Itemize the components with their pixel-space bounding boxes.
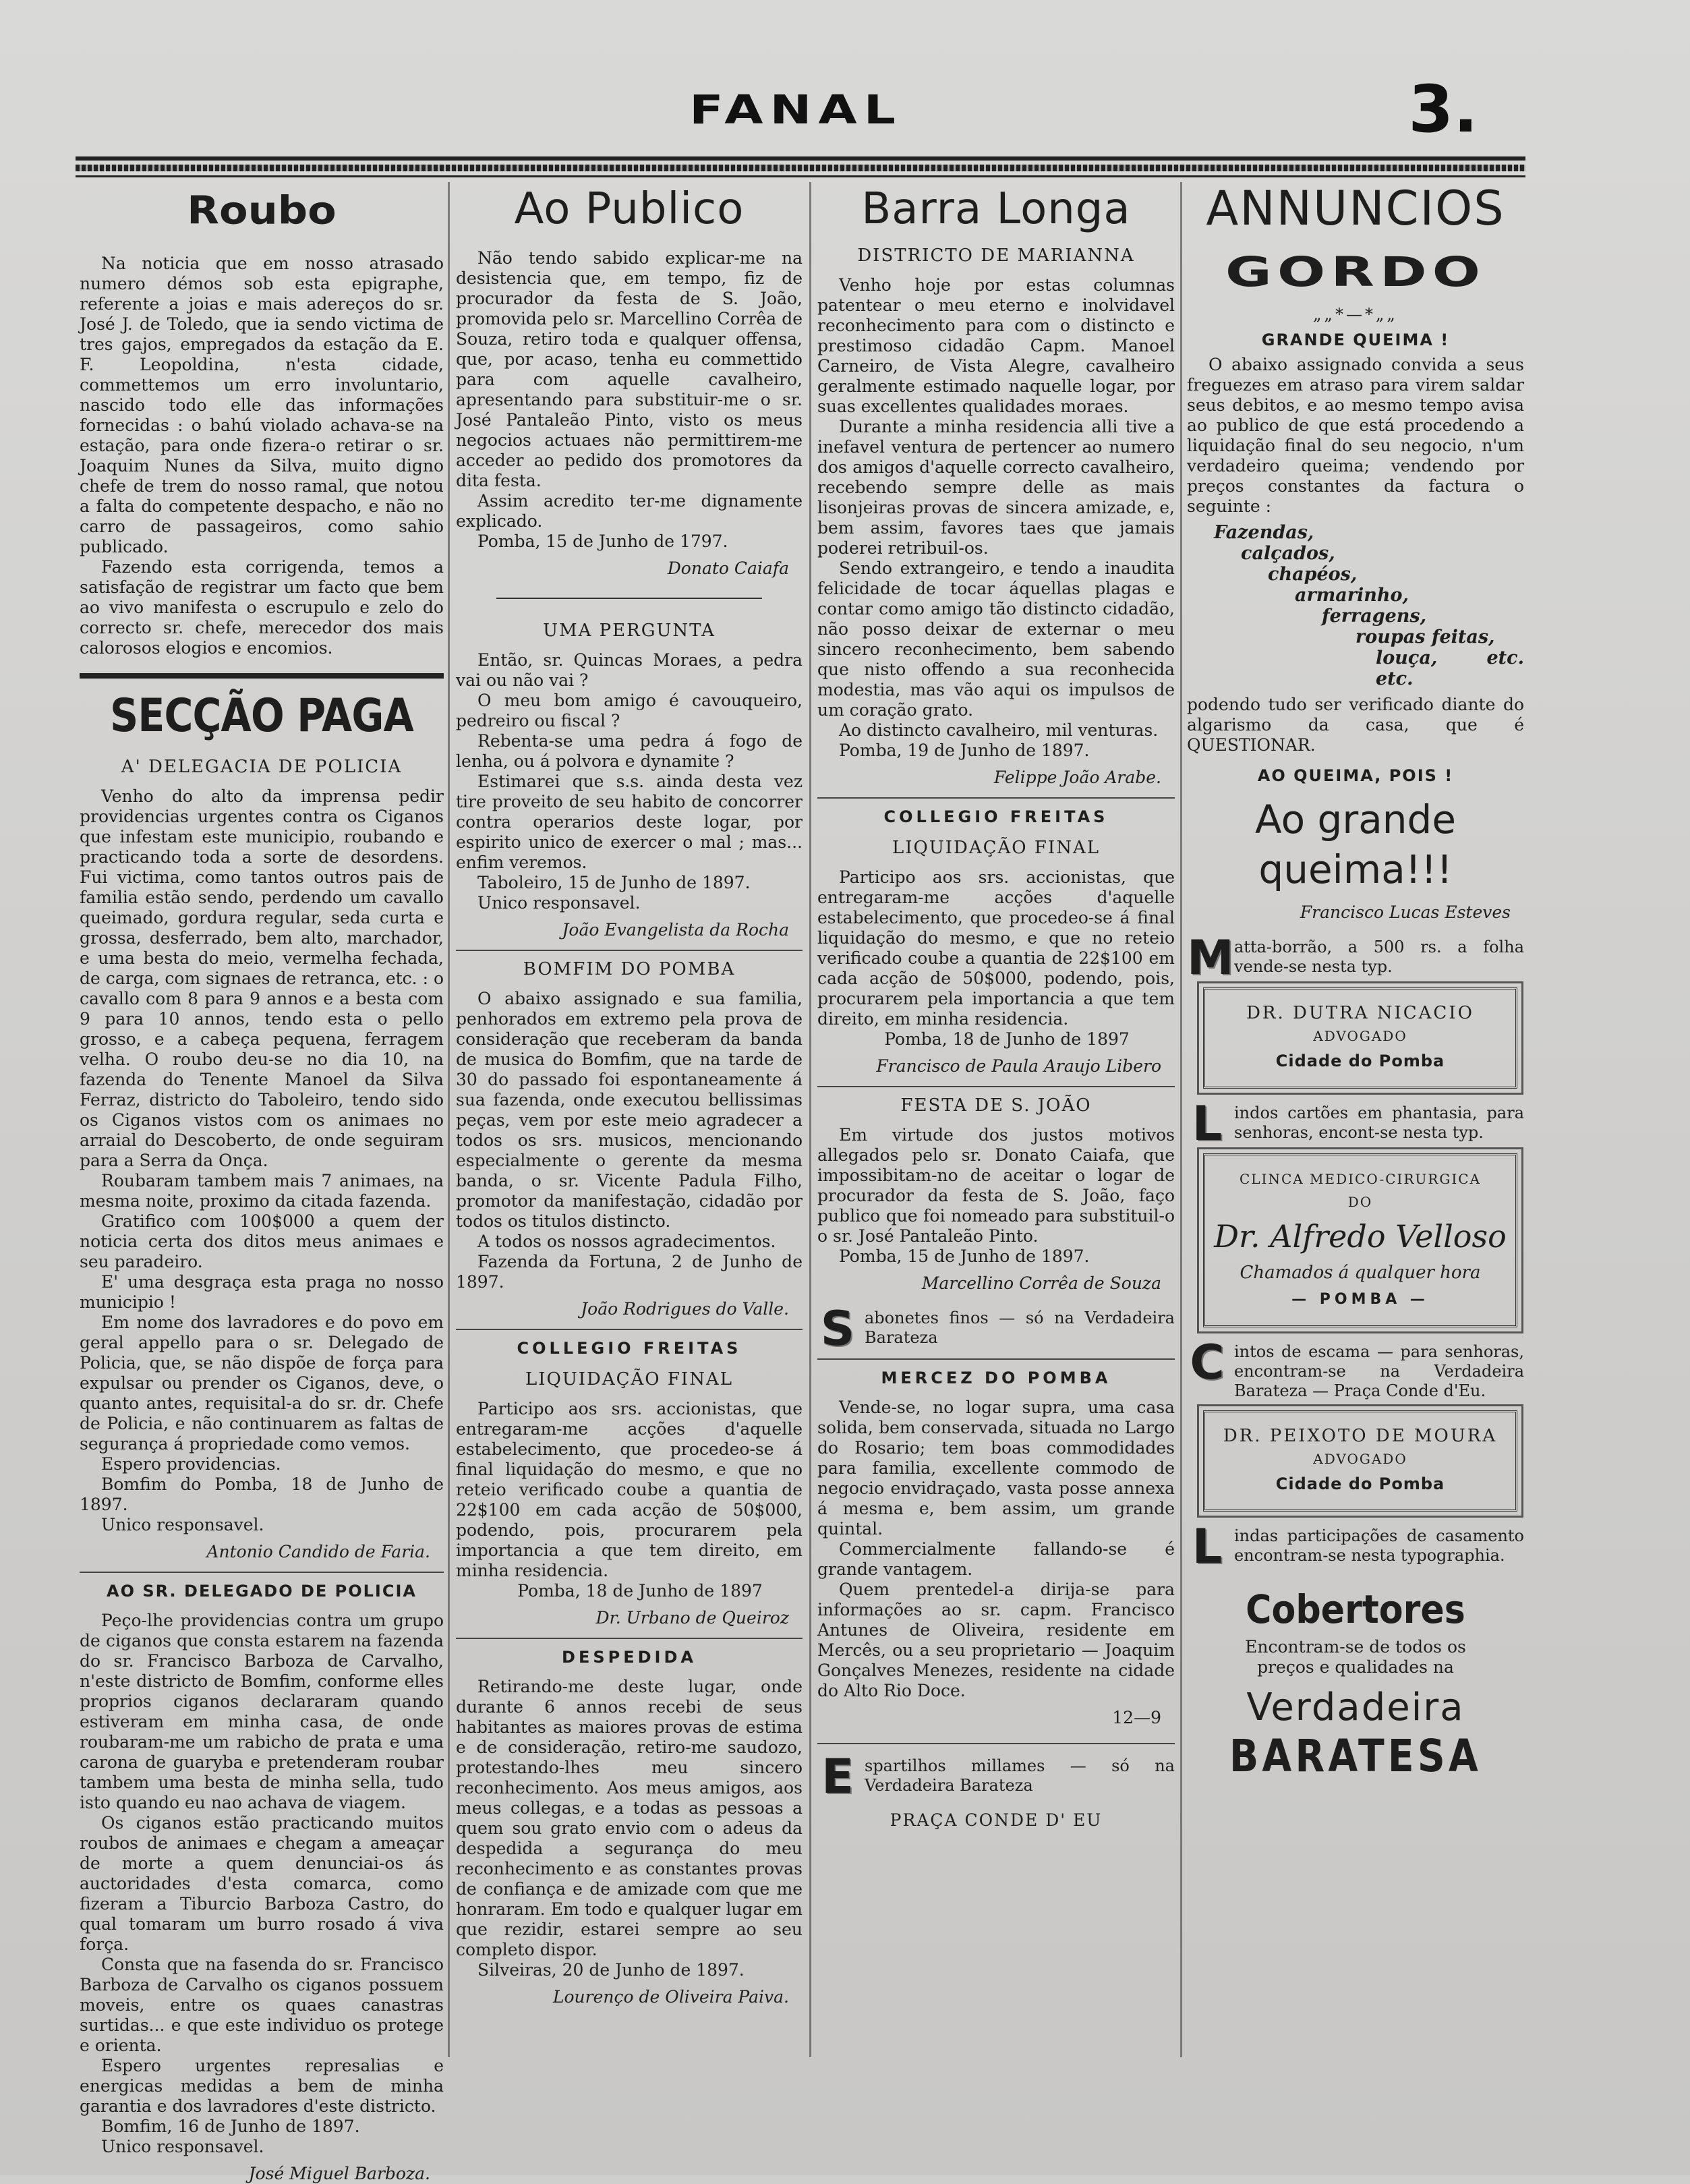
subhead-marianna: DISTRICTO DE MARIANNA — [857, 246, 1135, 266]
subhead-liquidacao: LIQUIDAÇÃO FINAL — [892, 838, 1100, 858]
article-paragraph: Sendo extrangeiro, e tendo a inaudita felicidade de tocar áquellas plagas e contar como amigo tão distincto cidadão, não posso deixar de externar o meu sincero reconhecimento, bem sabendo que nisto offendo a sua reconhecida modestia, mas vão aqui os impulsos de um coração grato. — [817, 558, 1175, 720]
masthead-rule-bottom — [76, 175, 1525, 177]
column-divider — [809, 182, 811, 2057]
article-signature: Felippe João Arabe. — [993, 768, 1161, 787]
goods-item: Fazendas, — [1214, 522, 1314, 543]
goods-item: ferragens, — [1322, 606, 1427, 627]
article-signature: João Evangelista da Rocha — [562, 920, 789, 940]
article-signature: Francisco de Paula Araujo Libero — [876, 1056, 1161, 1076]
ad-text: abonetes finos — só na Verdadeira Barateza — [865, 1309, 1175, 1347]
column-4 — [1187, 182, 1524, 2071]
ad-text: indas participações de casamento encontram-se nesta typographia. — [1234, 1526, 1524, 1565]
ad-clinica-velloso — [1203, 1153, 1517, 1327]
article-paragraph: Então, sr. Quincas Moraes, a pedra vai ou não vai ? — [456, 650, 803, 690]
article-paragraph: Fazendo esta corrigenda, temos a satisfação de registrar um facto que bem ao vivo manifesta o escrupulo e zelo do correcto sr. chefe, merecedor dos mais calorosos elogios e encomios. — [80, 557, 444, 658]
goods-item: louça, etc. etc. — [1376, 648, 1524, 689]
ad-lindas-participacoes — [1187, 1519, 1524, 1574]
article-paragraph: Não tendo sabido explicar-me na desistencia que, em tempo, fiz de procurador da festa de S. João, promovida pelo sr. Marcellino Corrêa de Souza, retiro toda e qualquer offensa, que, por acaso, tenha eu commettido para com aquelle cavalheiro, apresentando para substituir-me o sr. José Pantaleão Pinto, visto os meus negocios actuaes não permittirem-me acceder ao pedido dos promotores da dita festa. — [456, 248, 803, 490]
article-paragraph: Os ciganos estão practicando muitos roubos de animaes e chegam a ameaçar de morte a quem denunciai-os ás auctoridades d'esta comarca, como fizeram a Tiburcio Barboza Castro, do qual tomaram um burro rosado á viva força. — [80, 1813, 444, 1954]
ad-do: DO — [1347, 1194, 1373, 1210]
ad-verdadeira: Verdadeira — [1246, 1686, 1465, 1729]
article-paragraph: Assim acredito ter-me dignamente explicado. — [456, 491, 803, 531]
article-responsible: Unico responsavel. — [101, 2137, 264, 2156]
article-signature: Lourenço de Oliveira Paiva. — [552, 1987, 789, 2007]
headline-despedida: DESPEDIDA — [456, 1638, 803, 1669]
goods-item: calçados, — [1241, 543, 1335, 564]
article-paragraph: Em nome dos lavradores e do povo em geral appello para o sr. Delegado de Policia, que, se não dispõe de força para expulsar ou prender os Ciganos, deve, o quanto antes, requisital-a do sr. dr. Chefe de Policia, e não continuarem as faltas de segurança á propriedade como vemos. — [80, 1313, 444, 1454]
ad-sabonetes — [817, 1301, 1175, 1356]
article-paragraph: A todos os nossos agradecimentos. — [477, 1232, 776, 1251]
article-dateline: Pomba, 15 de Junho de 1797. — [477, 531, 728, 551]
headline-seccao-paga: SECÇÃO PAGA — [110, 689, 413, 743]
ad-ao-grande: Ao grande — [1254, 797, 1457, 842]
article-dateline: Silveiras, 20 de Junho de 1897. — [477, 1960, 745, 1980]
ad-signature: Francisco Lucas Esteves — [1300, 902, 1511, 922]
article-signature: Marcellino Corrêa de Souza — [921, 1273, 1161, 1293]
ad-city: Cidade do Pomba — [1275, 1052, 1445, 1070]
masthead-rule-ornamental — [76, 165, 1525, 171]
ornament: „„*—*„„ — [1313, 305, 1398, 324]
article-paragraph: Na noticia que em nosso atrasado numero démos sob esta epigraphe, referente a joias e mais adereços do sr. José J. de Toledo, que ia sendo victima de tres gajos, empregados da estação da E. F. Leopoldina, n'esta cidade, commettemos um erro involuntario, nascido todo elle das informações fornecidas : o bahú violado achava-se na estação, para onde fizera-o retirar o sr. Joaquim Nunes da Silva, muito digno chefe de trem do nosso ramal, que notou a falta do competente despacho, e não no carro de passageiros, como sahio publicado. — [80, 254, 444, 556]
article-paragraph: Roubaram tambem mais 7 animaes, na mesma noite, proximo da citada fazenda. — [80, 1171, 444, 1211]
article-paragraph: Retirando-me deste lugar, onde durante 6 annos recebi de seus habitantes as maiores provas de estima e de consideração, retiro-me saudozo, protestando-lhes meu sincero reconhecimento. Aos meus amigos, aos meus collegas, e a todas as pessoas a quem sou grato envio com o adeus da despedida a segurança do meu reconhecimento e as constantes provas de confiança e de amizade com que me honraram. Em todo e qualquer lugar em que rezidir, estarei sempre ao seu completo dispor. — [456, 1677, 803, 1959]
article-paragraph: Rebenta-se uma pedra á fogo de lenha, ou á polvora e dynamite ? — [456, 731, 803, 771]
article-paragraph: Durante a minha residencia alli tive a inefavel ventura de pertencer ao numero dos amigos d'aquelle correcto cavalheiro, recebendo sempre delle as mais lisonjeiras provas de sincera amizade, e, bem assim, favores taes que jamais poderei retribuil-os. — [817, 417, 1175, 558]
article-paragraph: Participo aos srs. accionistas, que entregaram-me acções d'aquelle estabelecimento, que procedeo-se á final liquidação do mesmo, e que no reteio verificado coube a quantia de 22$100 em cada acção de 50$000, podendo, pois, procurarem pela importancia a que tem direito, em minha residencia. — [817, 867, 1175, 1029]
headline-ao-publico: Ao Publico — [514, 184, 745, 234]
article-paragraph: E' uma desgraça esta praga no nosso municipio ! — [80, 1272, 444, 1312]
article-paragraph: Espero urgentes represalias e energicas medidas a bem de minha garantia e dos lavradores d'este districto. — [80, 2056, 444, 2116]
article-dateline: Pomba, 19 de Junho de 1897. — [839, 741, 1090, 760]
headline-annuncios: ANNUNCIOS — [1206, 181, 1505, 236]
ad-name: DR. DUTRA NICACIO — [1246, 1003, 1474, 1023]
ornamental-separator — [456, 587, 803, 610]
ad-queima-big: queima!!! — [1258, 846, 1453, 892]
ad-cobertores-title: Cobertores — [1246, 1586, 1465, 1632]
goods-item: armarinho, — [1295, 585, 1409, 606]
article-signature: Dr. Urbano de Queiroz — [595, 1608, 789, 1628]
article-dateline: Taboleiro, 15 de Junho de 1897. — [477, 873, 751, 892]
drop-cap: E — [821, 1749, 854, 1804]
subhead-liquidacao: LIQUIDAÇÃO FINAL — [525, 1369, 733, 1389]
ad-paragraph: podendo tudo ser verificado diante do algarismo da casa, que é QUESTIONAR. — [1187, 695, 1524, 755]
article-paragraph: Ao distincto cavalheiro, mil venturas. — [839, 720, 1159, 740]
article-dateline: Pomba, 18 de Junho de 1897 — [517, 1581, 763, 1601]
article-paragraph: Commercialmente fallando-se é grande vantagem. — [817, 1539, 1175, 1579]
page-number: 3. — [1408, 71, 1478, 147]
ad-name: DR. PEIXOTO DE MOURA — [1223, 1426, 1498, 1446]
ad-espartilhos — [817, 1743, 1175, 1804]
ad-queima-heading: GRANDE QUEIMA ! — [1261, 331, 1450, 349]
ad-calls: Chamados á qualquer hora — [1240, 1263, 1481, 1283]
article-paragraph: Participo aos srs. accionistas, que entregaram-me acções d'aquelle estabelecimento, que procedeo-se á final liquidação do mesmo, e que no reteio verificado coube a quantia de 22$100 em cada acção de 50$000, podendo, pois, procurarem pela importancia a que tem direito, em minha residencia. — [456, 1399, 803, 1580]
ad-paragraph: O abaixo assignado convida a seus freguezes em atraso para virem saldar seus debitos, e ao mesmo tempo avisa ao publico de que está procedendo a liquidação final do seu negocio, n'um verdadeiro queima; vendendo por preços constantes da factura o seguinte : — [1187, 355, 1524, 516]
goods-item: roupas feitas, — [1356, 627, 1495, 648]
ad-baratesa: BARATESA — [1229, 1730, 1482, 1782]
ad-text: spartilhos millames — só na Verdadeira Barateza — [865, 1756, 1175, 1795]
article-signature: José Miguel Barboza. — [248, 2164, 430, 2183]
headline-festa-sao-joao: FESTA DE S. JOÃO — [817, 1086, 1175, 1117]
ad-cobertores-text: Encontram-se de todos os preços e qualidades na — [1245, 1637, 1466, 1677]
headline-collegio-freitas: COLLEGIO FREITAS — [817, 797, 1175, 828]
ad-peixoto-moura — [1203, 1410, 1517, 1512]
ad-profession: ADVOGADO — [1313, 1451, 1407, 1467]
headline-delegado: AO SR. DELEGADO DE POLICIA — [80, 1572, 444, 1603]
ad-city: — POMBA — — [1291, 1291, 1429, 1308]
article-paragraph: Consta que na fasenda do sr. Francisco Barboza de Carvalho os ciganos possuem moveis, entre os quaes canastras surtidas... e que este individuo os protege e orienta. — [80, 1955, 444, 2055]
drop-cap: S — [820, 1301, 855, 1356]
article-paragraph: Venho hoje por estas columnas patentear o meu eterno e inolvidavel reconhecimento para com o distincto e prestimoso cidadão Capm. Manoel Carneiro, de Vista Alegre, cavalheiro geralmente estimado naquelle logar, por suas excellentes qualidades moraes. — [817, 275, 1175, 416]
ad-praca: PRAÇA CONDE D' EU — [890, 1810, 1103, 1830]
drop-cap: L — [1192, 1096, 1223, 1151]
article-dateline: Fazenda da Fortuna, 2 de Junho de 1897. — [456, 1252, 803, 1292]
article-dateline: Bomfim do Pomba, 18 de Junho de 1897. — [80, 1474, 444, 1514]
article-signature: Donato Caiafa — [667, 558, 789, 578]
ad-doctor: Dr. Alfredo Velloso — [1214, 1218, 1507, 1255]
headline-bomfim: BOMFIM DO POMBA — [456, 950, 803, 981]
article-paragraph: Em virtude dos justos motivos allegados pelo sr. Donato Caiafa, que impossibitam-no de aceitar o logar de procurador da festa de S. João, faço publico que foi nomeado para substituil-o o sr. José Pantaleão Pinto. — [817, 1125, 1175, 1246]
article-paragraph: Gratifico com 100$000 a quem der noticia certa dos ditos meus animaes e seu paradeiro. — [80, 1211, 444, 1271]
article-paragraph: Estimarei que s.s. ainda desta vez tire proveito de seu habito de concorrer contra operarios deste logar, por espirito unico de exercer o mal ; mas... enfim veremos. — [456, 772, 803, 872]
article-paragraph: O meu bom amigo é cavouqueiro, pedreiro ou fiscal ? — [456, 691, 803, 730]
ad-profession: ADVOGADO — [1313, 1028, 1407, 1044]
headline-barra-longa: Barra Longa — [861, 184, 1131, 234]
masthead-rule-top — [76, 156, 1525, 161]
article-responsible: Unico responsavel. — [477, 893, 641, 913]
ad-city: Cidade do Pomba — [1275, 1474, 1445, 1493]
column-divider — [448, 182, 450, 2057]
drop-cap: C — [1190, 1335, 1225, 1390]
ad-matta-borrao — [1187, 930, 1524, 985]
headline-roubo: Roubo — [187, 187, 337, 233]
ad-cintos — [1187, 1335, 1524, 1401]
masthead — [0, 71, 1690, 147]
ad-goods-list — [1187, 522, 1524, 689]
ad-gordo-title: GORDO — [1225, 248, 1486, 296]
drop-cap: M — [1187, 930, 1234, 985]
drop-cap: L — [1192, 1519, 1223, 1574]
article-dateline: Bomfim, 16 de Junho de 1897. — [101, 2117, 360, 2136]
article-signature: João Rodrigues do Valle. — [581, 1299, 789, 1319]
ad-text: indos cartões em phantasia, para senhoras, encont-se nesta typ. — [1234, 1103, 1524, 1142]
column-2 — [456, 182, 803, 2071]
article-paragraph: Espero providencias. — [101, 1454, 281, 1474]
ad-text: atta-borrão, a 500 rs. a folha vende-se nesta typ. — [1234, 938, 1524, 976]
article-paragraph: Vende-se, no logar supra, uma casa solida, bem conservada, situada no Largo do Rosario; tem boas commodidades para familia, excellente commodo de negocio envidraçado, vasta posse annexa á mesma e, bem assim, um grande quintal. — [817, 1398, 1175, 1539]
column-3 — [817, 182, 1175, 2071]
ad-code: 12—9 — [1112, 1708, 1161, 1727]
article-responsible: Unico responsavel. — [101, 1515, 264, 1534]
headline-mercez: MERCEZ DO POMBA — [817, 1358, 1175, 1389]
article-paragraph: Quem prentedel-a dirija-se para informações ao sr. capm. Francisco Antunes de Oliveira, residente em Mercês, ou a seu proprietario — Joaquim Gonçalves Menezes, residente na cidade do Alto Rio Doce. — [817, 1580, 1175, 1700]
ad-clinic: CLINCA MEDICO-CIRURGICA — [1239, 1171, 1482, 1187]
article-paragraph: Venho do alto da imprensa pedir providencias urgentes contra os Ciganos que infestam este municipio, roubando e practicando toda a sorte de desordens. Fui victima, como tantos outros pais de familia estão sendo, perdendo um cavallo queimado, gordura regular, seda curta e grossa, desferrado, bem alto, marchador, e uma besta do meio, vermelha fechada, de carga, com signaes de retranca, etc. : o cavallo com 8 para 9 annos e a besta com 9 para 10 annos, tendo esta o pello grosso, e a cabeça pequena, ferragem velha. O roubo deu-se no dia 10, na fazenda do Tenente Manoel da Silva Ferraz, districto do Taboleiro, tendo sido os Ciganos vistos com os animaes no arraial do Descoberto, de onde seguiram para a Serra da Onça. — [80, 786, 444, 1170]
article-dateline: Pomba, 15 de Junho de 1897. — [839, 1246, 1090, 1266]
article-paragraph: Peço-lhe providencias contra um grupo de ciganos que consta estarem na fazenda do sr. Francisco Barboza de Carvalho, n'este districto de Bomfim, conforme elles proprios ciganos declararam quando estiveram em minha casa, de onde roubaram-me um rabicho de prata e uma carona de guaryba e pretenderam roubar tambem uma besta de minha sella, tudo isto quando eu nao achava de viagem. — [80, 1611, 444, 1812]
goods-item: chapéos, — [1268, 564, 1358, 585]
column-divider — [1180, 182, 1182, 2057]
ad-ao-queima: AO QUEIMA, POIS ! — [1257, 766, 1454, 785]
section-bar — [80, 673, 444, 679]
newspaper-title: FANAL — [689, 86, 902, 134]
ad-lindos-cartoes — [1187, 1096, 1524, 1151]
ad-text: intos de escama — para senhoras, encontram-se na Verdadeira Barateza — Praça Conde d'Eu. — [1234, 1342, 1524, 1400]
article-signature: Antonio Candido de Faria. — [206, 1542, 430, 1561]
headline-collegio-freitas: COLLEGIO FREITAS — [456, 1329, 803, 1360]
article-dateline: Pomba, 18 de Junho de 1897 — [884, 1029, 1130, 1049]
column-1 — [80, 182, 444, 2183]
headline-uma-pergunta: UMA PERGUNTA — [543, 621, 716, 641]
ad-dutra-nicacio — [1203, 987, 1517, 1089]
subhead-delegacia: A' DELEGACIA DE POLICIA — [121, 757, 403, 777]
article-paragraph: O abaixo assignado e sua familia, penhorados em extremo pela prova de consideração que receberam da banda de musica do Bomfim, que na tarde de 30 do passado foi espontaneamente á sua fazenda, onde executou bellissimas peças, vem por este meio agradecer a todos os srs. musicos, mencionando especialmente o gerente da mesma banda, o sr. Vicente Padula Filho, promotor da manifestação, cidadão por todos os titulos distincto. — [456, 989, 803, 1231]
